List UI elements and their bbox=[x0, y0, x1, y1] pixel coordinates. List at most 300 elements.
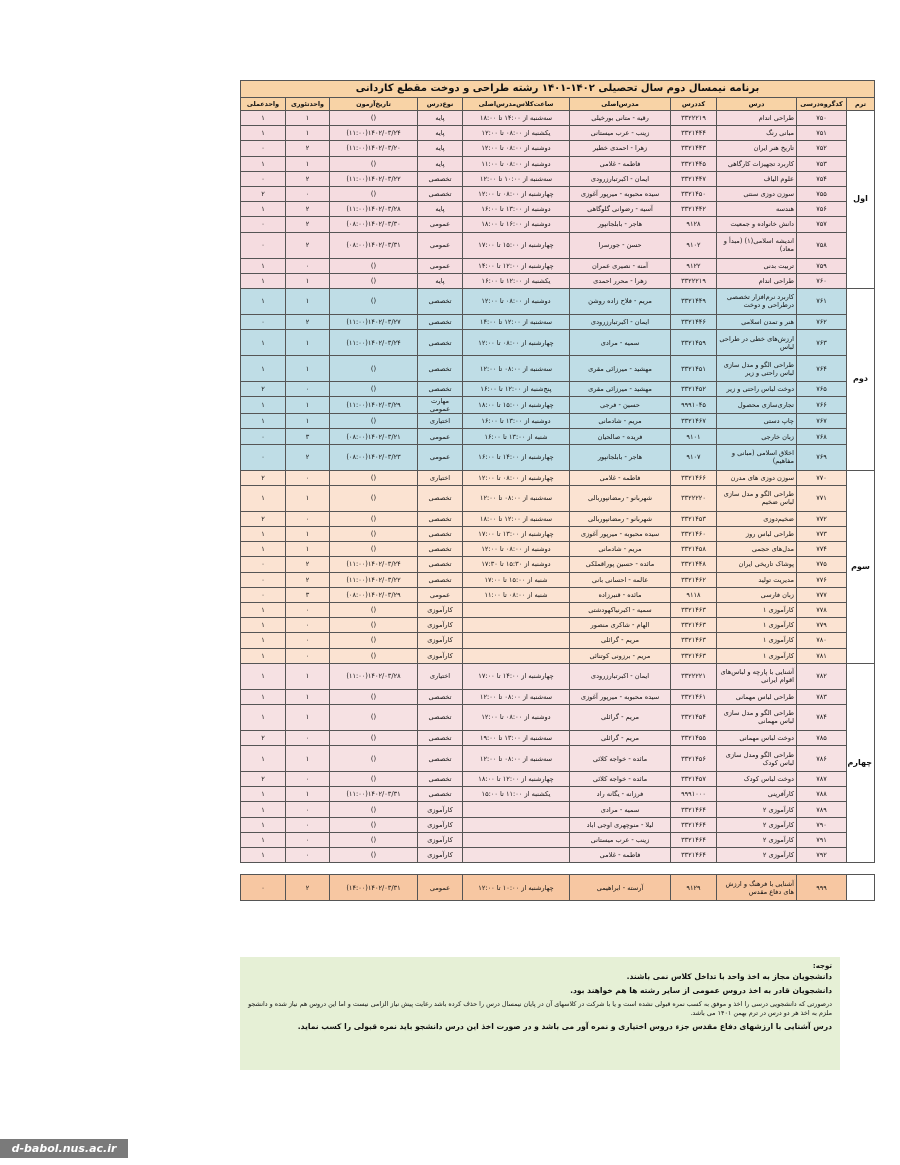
instructor-cell: مائده - حسین پوراقملکی bbox=[570, 557, 671, 572]
class-time-cell: چهارشنبه از ۱۳:۰۰ تا ۱۷:۰۰ bbox=[463, 527, 570, 542]
table-row bbox=[241, 217, 875, 232]
practical-units-cell: ۱ bbox=[241, 746, 286, 772]
course-code-cell: ۳۳۲۱۴۶۴ bbox=[671, 832, 717, 847]
term-label: سوم bbox=[847, 470, 875, 663]
table-row bbox=[241, 663, 875, 689]
class-time-cell bbox=[463, 633, 570, 648]
course-type-cell: اختیاری bbox=[418, 470, 463, 485]
table-row bbox=[241, 557, 875, 572]
exam-date-cell: ۱۴۰۲/۰۳/۲۲(۱۱:۰۰) bbox=[330, 572, 418, 587]
exam-date-cell: () bbox=[330, 414, 418, 429]
theory-units-cell: ۱ bbox=[286, 485, 330, 511]
theory-units-cell: ۰ bbox=[286, 772, 330, 787]
practical-units-cell: ۰ bbox=[241, 141, 286, 156]
exam-date-cell: ۱۴۰۲/۰۳/۲۴(۱۱:۰۰) bbox=[330, 557, 418, 572]
theory-units-cell: ۰ bbox=[286, 648, 330, 663]
table-row bbox=[241, 704, 875, 730]
group-code-cell: ۷۵۱ bbox=[797, 126, 847, 141]
practical-units-cell: ۰ bbox=[241, 587, 286, 602]
instructor-cell: فاطمه - غلامی bbox=[570, 470, 671, 485]
course-name-cell: هندسه bbox=[717, 202, 797, 217]
theory-units-cell: ۳ bbox=[286, 429, 330, 444]
group-code-cell: ۷۸۸ bbox=[797, 787, 847, 802]
theory-units-cell: ۰ bbox=[286, 848, 330, 863]
class-time-cell: یکشنبه از ۰۸:۰۰ تا ۱۲:۰۰ bbox=[463, 126, 570, 141]
theory-units-cell: ۲ bbox=[286, 232, 330, 258]
group-code-cell: ۷۸۰ bbox=[797, 633, 847, 648]
term-label: چهارم bbox=[847, 663, 875, 863]
practical-units-cell: ۲ bbox=[241, 382, 286, 397]
instructor-cell: هاجر - بابلجانپور bbox=[570, 444, 671, 470]
table-row bbox=[241, 429, 875, 444]
group-code-cell: ۷۷۳ bbox=[797, 527, 847, 542]
course-name-cell: کارآموزی ۲ bbox=[717, 817, 797, 832]
table-row bbox=[241, 602, 875, 617]
theory-units-cell: ۱ bbox=[286, 663, 330, 689]
instructor-cell: مریم - شادمانی bbox=[570, 414, 671, 429]
class-time-cell: سه‌شنبه از ۰۸:۰۰ تا ۱۲:۰۰ bbox=[463, 746, 570, 772]
course-type-cell: عمومی bbox=[418, 875, 463, 901]
course-type-cell: عمومی bbox=[418, 444, 463, 470]
theory-units-cell: ۲ bbox=[286, 314, 330, 329]
course-code-cell: ۳۳۲۱۴۶۲ bbox=[671, 572, 717, 587]
class-time-cell: سه‌شنبه از ۰۸:۰۰ تا ۱۲:۰۰ bbox=[463, 689, 570, 704]
group-code-cell: ۷۸۳ bbox=[797, 689, 847, 704]
course-code-cell: ۳۳۲۱۴۶۱ bbox=[671, 689, 717, 704]
practical-units-cell: ۰ bbox=[241, 171, 286, 186]
instructor-cell: مائده - خواجه کلائی bbox=[570, 746, 671, 772]
course-type-cell: تخصصی bbox=[418, 572, 463, 587]
instructor-cell: زینب - عرب میستانی bbox=[570, 832, 671, 847]
course-code-cell: ۹۹۹۱۰۴۵ bbox=[671, 397, 717, 414]
course-code-cell: ۳۳۲۱۴۵۰ bbox=[671, 186, 717, 201]
exam-date-cell: ۱۴۰۲/۰۳/۲۹(۰۸:۰۰) bbox=[330, 587, 418, 602]
course-type-cell: تخصصی bbox=[418, 330, 463, 356]
instructor-cell: لیلا - منوچهری اوجی اباد bbox=[570, 817, 671, 832]
exam-date-cell: () bbox=[330, 802, 418, 817]
table-row bbox=[241, 689, 875, 704]
practical-units-cell: ۲ bbox=[241, 470, 286, 485]
theory-units-cell: ۰ bbox=[286, 817, 330, 832]
course-type-cell: تخصصی bbox=[418, 787, 463, 802]
class-time-cell: دوشنبه از ۱۵:۳۰ تا ۱۷:۳۰ bbox=[463, 557, 570, 572]
theory-units-cell: ۱ bbox=[286, 126, 330, 141]
group-code-cell: ۷۶۸ bbox=[797, 429, 847, 444]
course-type-cell: تخصصی bbox=[418, 356, 463, 382]
table-row bbox=[241, 772, 875, 787]
table-row bbox=[241, 527, 875, 542]
course-code-cell: ۹۱۱۸ bbox=[671, 587, 717, 602]
table-row bbox=[241, 258, 875, 273]
instructor-cell: حسن - جورسرا bbox=[570, 232, 671, 258]
course-code-cell: ۳۳۲۱۴۶۳ bbox=[671, 648, 717, 663]
practical-units-cell: ۱ bbox=[241, 356, 286, 382]
instructor-cell: زهرا - احمدی خطیر bbox=[570, 141, 671, 156]
course-code-cell: ۳۳۲۱۴۶۳ bbox=[671, 602, 717, 617]
group-code-cell: ۷۵۵ bbox=[797, 186, 847, 201]
course-code-cell: ۳۳۲۲۲۲۰ bbox=[671, 485, 717, 511]
course-name-cell: آشنایی با فرهنگ و ارزش های دفاع مقدس bbox=[717, 875, 797, 901]
note-conflict: دانشجویان مجاز به اخذ واحد با تداخل کلاس نمی باشند. bbox=[626, 972, 832, 981]
exam-date-cell: () bbox=[330, 542, 418, 557]
group-code-cell: ۷۶۷ bbox=[797, 414, 847, 429]
course-code-cell: ۹۱۰۷ bbox=[671, 444, 717, 470]
column-header: ساعت‌کلاس‌مدرس‌اصلی bbox=[463, 98, 570, 111]
group-code-cell: ۷۵۴ bbox=[797, 171, 847, 186]
course-type-cell: تخصصی bbox=[418, 689, 463, 704]
practical-units-cell: ۲ bbox=[241, 511, 286, 526]
exam-date-cell: ۱۴۰۲/۰۳/۲۳(۰۸:۰۰) bbox=[330, 444, 418, 470]
table-row bbox=[241, 802, 875, 817]
instructor-cell: مائده - قنبرزاده bbox=[570, 587, 671, 602]
practical-units-cell: ۱ bbox=[241, 527, 286, 542]
course-name-cell: چاپ دستی bbox=[717, 414, 797, 429]
course-name-cell: طراحی الگو و مدل سازی لباس ضخیم bbox=[717, 485, 797, 511]
instructor-cell: شهربانو - رمضانپوربالی bbox=[570, 485, 671, 511]
table-row bbox=[241, 817, 875, 832]
theory-units-cell: ۰ bbox=[286, 618, 330, 633]
course-type-cell: اختیاری bbox=[418, 414, 463, 429]
course-type-cell: اختیاری bbox=[418, 663, 463, 689]
exam-date-cell: () bbox=[330, 527, 418, 542]
instructor-cell: سمیه - اکبرنیاکهودشتی bbox=[570, 602, 671, 617]
course-type-cell: تخصصی bbox=[418, 288, 463, 314]
course-name-cell: کاربرد نرم‌افزار تخصصی درطراحی و دوخت bbox=[717, 288, 797, 314]
group-code-cell: ۷۷۰ bbox=[797, 470, 847, 485]
course-code-cell: ۳۳۲۱۴۵۲ bbox=[671, 382, 717, 397]
exam-date-cell: () bbox=[330, 689, 418, 704]
theory-units-cell: ۰ bbox=[286, 470, 330, 485]
exam-date-cell: () bbox=[330, 511, 418, 526]
course-type-cell: کارآموزی bbox=[418, 832, 463, 847]
group-code-cell: ۷۵۸ bbox=[797, 232, 847, 258]
exam-date-cell: () bbox=[330, 470, 418, 485]
class-time-cell: سه‌شنبه از ۰۸:۰۰ تا ۱۲:۰۰ bbox=[463, 356, 570, 382]
instructor-cell: سمیه - مرادی bbox=[570, 802, 671, 817]
group-code-cell: ۷۷۱ bbox=[797, 485, 847, 511]
course-code-cell: ۳۳۲۱۴۵۳ bbox=[671, 511, 717, 526]
practical-units-cell: ۱ bbox=[241, 704, 286, 730]
course-type-cell: تخصصی bbox=[418, 772, 463, 787]
table-row bbox=[241, 542, 875, 557]
instructor-cell: مریم - فلاح زاده روشن bbox=[570, 288, 671, 314]
class-time-cell: شنبه از ۱۵:۰۰ تا ۱۷:۰۰ bbox=[463, 572, 570, 587]
exam-date-cell: () bbox=[330, 186, 418, 201]
class-time-cell: یکشنبه از ۱۱:۰۰ تا ۱۵:۰۰ bbox=[463, 787, 570, 802]
class-time-cell: دوشنبه از ۰۸:۰۰ تا ۱۱:۰۰ bbox=[463, 156, 570, 171]
course-name-cell: تاریخ هنر ایران bbox=[717, 141, 797, 156]
theory-units-cell: ۱ bbox=[286, 156, 330, 171]
course-code-cell: ۳۳۲۱۴۴۳ bbox=[671, 141, 717, 156]
class-time-cell: سه‌شنبه از ۱۰:۰۰ تا ۱۲:۰۰ bbox=[463, 171, 570, 186]
course-name-cell: کارآموزی ۱ bbox=[717, 618, 797, 633]
class-time-cell bbox=[463, 618, 570, 633]
table-row bbox=[241, 444, 875, 470]
table-row bbox=[241, 126, 875, 141]
group-code-cell: ۷۵۲ bbox=[797, 141, 847, 156]
theory-units-cell: ۲ bbox=[286, 217, 330, 232]
course-name-cell: سوزن دوزی سنتی bbox=[717, 186, 797, 201]
group-code-cell: ۷۵۹ bbox=[797, 258, 847, 273]
table-row bbox=[241, 273, 875, 288]
course-name-cell: کارآموزی ۲ bbox=[717, 848, 797, 863]
class-time-cell bbox=[463, 817, 570, 832]
class-time-cell: دوشنبه از ۱۳:۰۰ تا ۱۶:۰۰ bbox=[463, 202, 570, 217]
note-defense-course: درس آشنایی با ارزشهای دفاع مقدس جزء دروس اختیاری و نمره آور می باشد و در صورت اخذ این درس دانشجو باید نمره قبولی را کسب نماید. bbox=[297, 1022, 832, 1031]
theory-units-cell: ۰ bbox=[286, 832, 330, 847]
instructor-cell: مریم - شادمانی bbox=[570, 542, 671, 557]
class-time-cell: سه‌شنبه از ۱۲:۰۰ تا ۱۴:۰۰ bbox=[463, 314, 570, 329]
exam-date-cell: ۱۴۰۲/۰۳/۲۰(۱۱:۰۰) bbox=[330, 141, 418, 156]
class-time-cell: دوشنبه از ۱۶:۰۰ تا ۱۸:۰۰ bbox=[463, 217, 570, 232]
table-row bbox=[241, 397, 875, 414]
course-code-cell: ۳۳۲۱۴۴۴ bbox=[671, 126, 717, 141]
theory-units-cell: ۲ bbox=[286, 444, 330, 470]
table-row bbox=[241, 382, 875, 397]
gap-cell bbox=[241, 863, 875, 875]
practical-units-cell: ۱ bbox=[241, 330, 286, 356]
exam-date-cell: () bbox=[330, 382, 418, 397]
table-row bbox=[241, 648, 875, 663]
exam-date-cell: () bbox=[330, 156, 418, 171]
theory-units-cell: ۲ bbox=[286, 572, 330, 587]
group-code-cell: ۷۶۲ bbox=[797, 314, 847, 329]
course-code-cell: ۳۳۲۱۴۴۶ bbox=[671, 314, 717, 329]
group-code-cell: ۷۷۷ bbox=[797, 587, 847, 602]
group-code-cell: ۷۸۷ bbox=[797, 772, 847, 787]
table-row bbox=[241, 330, 875, 356]
table-row bbox=[241, 875, 875, 901]
course-code-cell: ۳۳۲۱۴۴۹ bbox=[671, 288, 717, 314]
theory-units-cell: ۱ bbox=[286, 111, 330, 126]
exam-date-cell: () bbox=[330, 356, 418, 382]
column-header: کددرس bbox=[671, 98, 717, 111]
class-time-cell: چهارشنبه از ۱۵:۰۰ تا ۱۷:۰۰ bbox=[463, 232, 570, 258]
course-type-cell: مهارت عمومی bbox=[418, 397, 463, 414]
course-code-cell: ۳۳۲۱۴۶۷ bbox=[671, 414, 717, 429]
instructor-cell: هاجر - بابلجانپور bbox=[570, 217, 671, 232]
schedule-table bbox=[240, 80, 875, 901]
group-code-cell: ۷۶۴ bbox=[797, 356, 847, 382]
exam-date-cell: () bbox=[330, 832, 418, 847]
class-time-cell: چهارشنبه از ۱۲:۰۰ تا ۱۸:۰۰ bbox=[463, 772, 570, 787]
course-code-cell: ۳۳۲۱۴۵۷ bbox=[671, 772, 717, 787]
exam-date-cell: ۱۴۰۲/۰۳/۲۱(۰۸:۰۰) bbox=[330, 429, 418, 444]
course-code-cell: ۳۳۲۱۴۶۴ bbox=[671, 802, 717, 817]
table-row bbox=[241, 787, 875, 802]
instructor-cell: آرسته - ابراهیمی bbox=[570, 875, 671, 901]
instructor-cell: فاطمه - غلامی bbox=[570, 848, 671, 863]
term-label: دوم bbox=[847, 288, 875, 470]
course-type-cell: کارآموزی bbox=[418, 848, 463, 863]
group-code-cell: ۷۷۵ bbox=[797, 557, 847, 572]
course-code-cell: ۳۳۲۱۴۵۸ bbox=[671, 542, 717, 557]
class-time-cell: چهارشنبه از ۰۸:۰۰ تا ۱۲:۰۰ bbox=[463, 186, 570, 201]
theory-units-cell: ۲ bbox=[286, 141, 330, 156]
practical-units-cell: ۰ bbox=[241, 232, 286, 258]
exam-date-cell: () bbox=[330, 618, 418, 633]
course-name-cell: دانش خانواده و جمعیت bbox=[717, 217, 797, 232]
exam-date-cell: ۱۴۰۲/۰۳/۲۸(۱۱:۰۰) bbox=[330, 663, 418, 689]
practical-units-cell: ۱ bbox=[241, 802, 286, 817]
exam-date-cell: ۱۴۰۲/۰۳/۳۱(۱۴:۰۰) bbox=[330, 875, 418, 901]
course-type-cell: پایه bbox=[418, 141, 463, 156]
class-time-cell: دوشنبه از ۰۸:۰۰ تا ۱۲:۰۰ bbox=[463, 542, 570, 557]
course-name-cell: دوخت لباس مهمانی bbox=[717, 730, 797, 745]
theory-units-cell: ۲ bbox=[286, 202, 330, 217]
instructor-cell: حسین - فرجی bbox=[570, 397, 671, 414]
class-time-cell: دوشنبه از ۱۳:۰۰ تا ۱۶:۰۰ bbox=[463, 414, 570, 429]
instructor-cell: فرزانه - یگانه راد bbox=[570, 787, 671, 802]
class-time-cell: دوشنبه از ۰۸:۰۰ تا ۱۲:۰۰ bbox=[463, 288, 570, 314]
course-name-cell: تجاری‌سازی محصول bbox=[717, 397, 797, 414]
exam-date-cell: ۱۴۰۲/۰۳/۲۲(۱۱:۰۰) bbox=[330, 171, 418, 186]
group-code-cell: ۷۷۲ bbox=[797, 511, 847, 526]
practical-units-cell: ۱ bbox=[241, 633, 286, 648]
practical-units-cell: ۱ bbox=[241, 787, 286, 802]
course-code-cell: ۳۳۲۱۴۵۱ bbox=[671, 356, 717, 382]
course-name-cell: طراحی اندام bbox=[717, 111, 797, 126]
course-code-cell: ۹۱۰۱ bbox=[671, 429, 717, 444]
course-type-cell: تخصصی bbox=[418, 382, 463, 397]
instructor-cell: سیده محبوبه - میرپور آغوزی bbox=[570, 527, 671, 542]
class-time-cell: چهارشنبه از ۱۴:۰۰ تا ۱۶:۰۰ bbox=[463, 444, 570, 470]
site-url[interactable]: d-babol.nus.ac.ir bbox=[0, 1139, 128, 1158]
theory-units-cell: ۱ bbox=[286, 746, 330, 772]
class-time-cell: دوشنبه از ۰۸:۰۰ تا ۱۲:۰۰ bbox=[463, 141, 570, 156]
note-general-courses: دانشجویان قادر به اخذ دروس عمومی از سایر رشته ها هم خواهند بود. bbox=[570, 986, 832, 995]
theory-units-cell: ۲ bbox=[286, 557, 330, 572]
course-type-cell: تخصصی bbox=[418, 746, 463, 772]
term-label bbox=[847, 875, 875, 901]
theory-units-cell: ۰ bbox=[286, 730, 330, 745]
course-name-cell: مدیریت تولید bbox=[717, 572, 797, 587]
course-code-cell: ۹۱۲۲ bbox=[671, 258, 717, 273]
practical-units-cell: ۱ bbox=[241, 288, 286, 314]
instructor-cell: سیده محبوبه - میرپور آغوزی bbox=[570, 689, 671, 704]
group-code-cell: ۷۵۰ bbox=[797, 111, 847, 126]
class-time-cell bbox=[463, 832, 570, 847]
table-row bbox=[241, 171, 875, 186]
exam-date-cell: ۱۴۰۲/۰۳/۲۴(۱۱:۰۰) bbox=[330, 126, 418, 141]
course-name-cell: کارآموزی ۱ bbox=[717, 633, 797, 648]
theory-units-cell: ۰ bbox=[286, 802, 330, 817]
class-time-cell: چهارشنبه از ۱۰:۰۰ تا ۱۲:۰۰ bbox=[463, 875, 570, 901]
table-gap bbox=[241, 863, 875, 875]
exam-date-cell: ۱۴۰۲/۰۳/۳۰(۰۸:۰۰) bbox=[330, 217, 418, 232]
instructor-cell: زهرا - محرر احمدی bbox=[570, 273, 671, 288]
course-code-cell: ۳۳۲۱۴۴۲ bbox=[671, 202, 717, 217]
instructor-cell: فاطمه - غلامی bbox=[570, 156, 671, 171]
class-time-cell: سه‌شنبه از ۱۲:۰۰ تا ۱۸:۰۰ bbox=[463, 511, 570, 526]
course-name-cell: کارآموزی ۱ bbox=[717, 648, 797, 663]
instructor-cell: ایمان - اکبرتبارزرودی bbox=[570, 663, 671, 689]
column-header: نوع‌درس bbox=[418, 98, 463, 111]
course-code-cell: ۳۳۲۱۴۶۰ bbox=[671, 527, 717, 542]
course-name-cell: اخلاق اسلامی (مبانی و مفاهیم) bbox=[717, 444, 797, 470]
course-type-cell: تخصصی bbox=[418, 704, 463, 730]
theory-units-cell: ۳ bbox=[286, 587, 330, 602]
exam-date-cell: () bbox=[330, 817, 418, 832]
class-time-cell bbox=[463, 602, 570, 617]
course-code-cell: ۳۳۲۱۴۵۴ bbox=[671, 704, 717, 730]
instructor-cell: سیده محبوبه - میرپور آغوزی bbox=[570, 186, 671, 201]
course-type-cell: کارآموزی bbox=[418, 817, 463, 832]
group-code-cell: ۷۷۸ bbox=[797, 602, 847, 617]
practical-units-cell: ۰ bbox=[241, 557, 286, 572]
exam-date-cell: ۱۴۰۲/۰۳/۲۸(۱۱:۰۰) bbox=[330, 202, 418, 217]
course-type-cell: تخصصی bbox=[418, 171, 463, 186]
class-time-cell: چهارشنبه از ۱۴:۰۰ تا ۱۷:۰۰ bbox=[463, 663, 570, 689]
instructor-cell: شهربانو - رمضانپوربالی bbox=[570, 511, 671, 526]
instructor-cell: عالمه - احسانی بانی bbox=[570, 572, 671, 587]
course-type-cell: کارآموزی bbox=[418, 802, 463, 817]
class-time-cell: یکشنبه از ۱۲:۰۰ تا ۱۶:۰۰ bbox=[463, 273, 570, 288]
table-row bbox=[241, 232, 875, 258]
course-code-cell: ۳۳۲۱۴۶۳ bbox=[671, 633, 717, 648]
course-code-cell: ۹۱۲۹ bbox=[671, 875, 717, 901]
exam-date-cell: () bbox=[330, 273, 418, 288]
table-row bbox=[241, 111, 875, 126]
practical-units-cell: ۱ bbox=[241, 817, 286, 832]
theory-units-cell: ۲ bbox=[286, 171, 330, 186]
course-type-cell: عمومی bbox=[418, 217, 463, 232]
table-row bbox=[241, 848, 875, 863]
course-code-cell: ۳۳۲۱۴۴۵ bbox=[671, 156, 717, 171]
instructor-cell: آسیه - رضوانی گلوگاهی bbox=[570, 202, 671, 217]
instructor-cell: ایمان - اکبرتبارزرودی bbox=[570, 171, 671, 186]
exam-date-cell: () bbox=[330, 746, 418, 772]
class-time-cell: پنج‌شنبه از ۱۲:۰۰ تا ۱۶:۰۰ bbox=[463, 382, 570, 397]
course-name-cell: اندیشه اسلامی(۱) (مبدأ و معاد) bbox=[717, 232, 797, 258]
course-code-cell: ۳۳۲۲۲۱۹ bbox=[671, 273, 717, 288]
course-code-cell: ۹۱۲۸ bbox=[671, 217, 717, 232]
course-name-cell: دوخت لباس راحتی و زیر bbox=[717, 382, 797, 397]
course-type-cell: تخصصی bbox=[418, 542, 463, 557]
practical-units-cell: ۰ bbox=[241, 875, 286, 901]
table-row bbox=[241, 156, 875, 171]
instructor-cell: الهام - شاکری منصور bbox=[570, 618, 671, 633]
course-name-cell: هنر و تمدن اسلامی bbox=[717, 314, 797, 329]
theory-units-cell: ۰ bbox=[286, 633, 330, 648]
practical-units-cell: ۱ bbox=[241, 602, 286, 617]
course-name-cell: طراحی الگو و مدل سازی لباس مهمانی bbox=[717, 704, 797, 730]
course-type-cell: پایه bbox=[418, 273, 463, 288]
table-row bbox=[241, 618, 875, 633]
instructor-cell: زینب - عرب میستانی bbox=[570, 126, 671, 141]
class-time-cell: چهارشنبه از ۱۲:۰۰ تا ۱۴:۰۰ bbox=[463, 258, 570, 273]
table-row bbox=[241, 288, 875, 314]
header-row bbox=[241, 98, 875, 111]
course-code-cell: ۳۳۲۱۴۶۴ bbox=[671, 848, 717, 863]
course-code-cell: ۹۱۰۲ bbox=[671, 232, 717, 258]
exam-date-cell: ۱۴۰۲/۰۳/۲۷(۱۱:۰۰) bbox=[330, 314, 418, 329]
course-type-cell: تخصصی bbox=[418, 527, 463, 542]
exam-date-cell: () bbox=[330, 485, 418, 511]
course-type-cell: کارآموزی bbox=[418, 618, 463, 633]
table-row bbox=[241, 746, 875, 772]
class-time-cell bbox=[463, 802, 570, 817]
course-name-cell: آشنایی با پارچه و لباس‌های اقوام ایرانی bbox=[717, 663, 797, 689]
group-code-cell: ۷۷۴ bbox=[797, 542, 847, 557]
class-time-cell: چهارشنبه از ۱۵:۰۰ تا ۱۸:۰۰ bbox=[463, 397, 570, 414]
table-row bbox=[241, 572, 875, 587]
course-type-cell: تخصصی bbox=[418, 485, 463, 511]
table-row bbox=[241, 202, 875, 217]
course-type-cell: کارآموزی bbox=[418, 602, 463, 617]
table-row bbox=[241, 633, 875, 648]
column-header: کدگروه‌درسی bbox=[797, 98, 847, 111]
